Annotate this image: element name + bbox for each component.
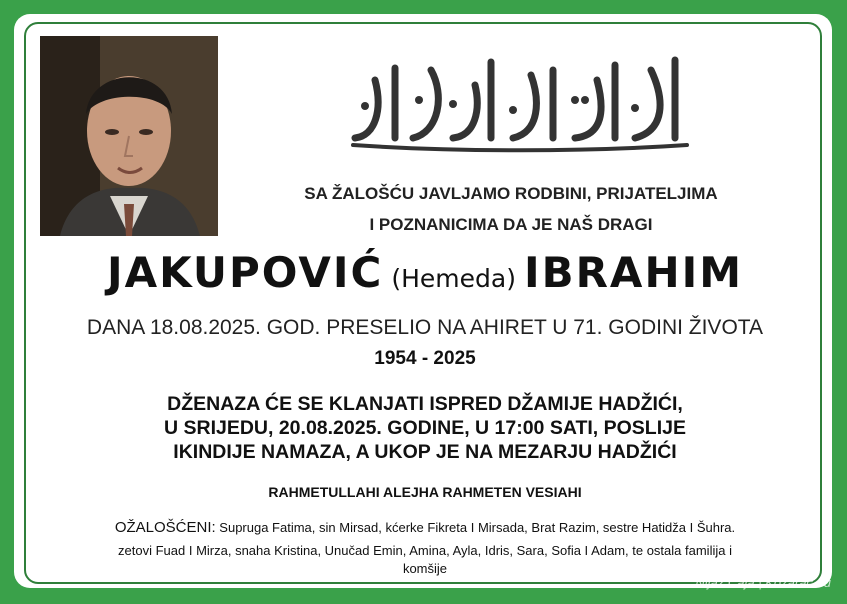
- deceased-surname: JAKUPOVIĆ: [106, 248, 384, 297]
- arabic-calligraphy-icon: [335, 40, 705, 168]
- portrait-photo: [40, 36, 218, 236]
- deceased-name: [40, 248, 810, 297]
- mourners-label: OŽALOŠĆENI:: [114, 519, 216, 536]
- mourners-text-1: Supruga Fatima, sin Mirsad, kćerke Fikreta I Mirsada, Brat Razim, sestre Hatidža I Šuhra.: [215, 520, 736, 535]
- funeral-line-2: U SRIJEDU, 20.08.2025. GODINE, U 17:00 SATI, POSLIJE: [163, 417, 686, 439]
- watermark: Nijaz Caja | Kozarac.eu: [695, 575, 831, 590]
- mourners-line-2: zetovi Fuad I Mirza, snaha Kristina, Unučad Emin, Amina, Ayla, Idris, Sara, Sofia I Adam, te ostala familija i: [118, 543, 732, 558]
- mourners-list: [50, 516, 800, 576]
- prayer-line: RAHMETULLAHI ALEJHA RAHMETEN VESIAHI: [268, 484, 582, 500]
- intro-text: [232, 178, 790, 240]
- life-years: 1954 - 2025: [374, 348, 476, 369]
- intro-line-2: I POZNANICIMA DA JE NAŠ DRAGI: [369, 215, 653, 234]
- mourners-line-1: [50, 516, 800, 539]
- deceased-nickname: (Hemeda): [391, 264, 516, 293]
- deceased-first-name: IBRAHIM: [523, 248, 744, 297]
- funeral-line-3: IKINDIJE NAMAZA, A UKOP JE NA MEZARJU HADŽIĆI: [173, 441, 677, 463]
- intro-line-1: SA ŽALOŠĆU JAVLJAMO RODBINI, PRIJATELJIMA: [304, 184, 718, 203]
- funeral-details: [40, 392, 810, 464]
- mourners-line-3: komšije: [402, 561, 448, 576]
- funeral-line-1: DŽENAZA ĆE SE KLANJATI ISPRED DŽAMIJE HADŽIĆI,: [167, 393, 683, 415]
- death-date-line: DANA 18.08.2025. GOD. PRESELIO NA AHIRET U 71. GODINI ŽIVOTA: [86, 316, 764, 339]
